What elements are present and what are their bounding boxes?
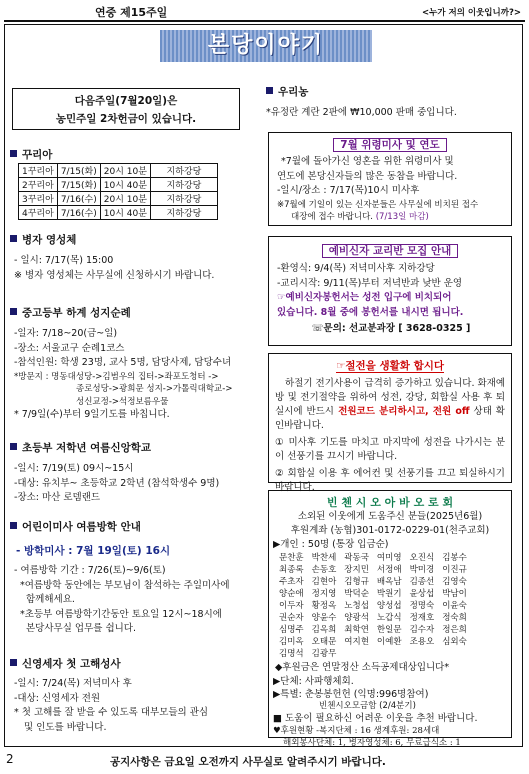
table-cell: 지하강당 [150, 206, 217, 220]
table-cell: 7/16(수) [57, 206, 100, 220]
catechumen-line: -교리시작: 9/11(목)부터 저녁반과 낮반 운영 [277, 277, 463, 289]
table-cell: 3꾸리아 [19, 192, 58, 206]
elem-heading [10, 440, 151, 455]
table-cell: 20시 10분 [100, 164, 150, 178]
kids-line: 본당사무실 업무를 쉽니다. [26, 623, 137, 634]
memorial-body [269, 152, 511, 223]
donor-name: 김종선 [409, 577, 435, 587]
bullet-icon [10, 659, 17, 666]
table-cell: 지하강당 [150, 178, 217, 192]
bullet-icon [10, 150, 17, 157]
table-cell: 1꾸리아 [19, 164, 58, 178]
memorial-note-2 [277, 211, 505, 223]
table-cell: 지하강당 [150, 164, 217, 178]
donor-name: 이윤숙 [442, 601, 467, 611]
pilgrimage-line: -일자: 7/18~20(금~일) [14, 328, 118, 339]
donor-name: 문찬훈 [279, 553, 304, 563]
donor-name: 여미영 [376, 553, 402, 563]
donor-row [275, 551, 471, 563]
pilgrimage-route: 종로성당->광희문 성지->가톨릭대학교-> [76, 384, 233, 394]
kkuri-table [18, 163, 218, 220]
newbap-heading-label: 신영세자 첫 고해성사 [22, 658, 121, 670]
sick-line: ※ 병자 영성체는 사무실에 신청하시기 바랍니다. [14, 269, 215, 281]
vincent-special-2: 빈첸시오모금함 (2/4분기) [319, 701, 416, 711]
memorial-box [268, 132, 512, 226]
elem-body [14, 462, 219, 506]
donor-name: 정숙희 [442, 613, 467, 623]
donor-name: 양성섭 [376, 601, 402, 611]
table-cell: 4꾸리아 [19, 206, 58, 220]
donor-name: 장지민 [344, 565, 369, 575]
donor-name: 박원기 [376, 589, 402, 599]
donor-name: 최종록 [279, 565, 304, 575]
table-cell: 7/16(수) [57, 192, 100, 206]
donor-name [373, 647, 406, 659]
vincent-help: ■ 도움이 필요하신 어려운 이웃을 추천 바랍니다. [273, 713, 478, 724]
power-heading: ☞절전을 생활화 합시다 [335, 360, 444, 372]
sick-body [14, 254, 214, 283]
donor-name: 한일문 [376, 625, 402, 635]
donor-name: 이예환 [376, 637, 402, 647]
donor-row [275, 635, 471, 647]
table-cell: 10시 40분 [100, 206, 150, 220]
kids-heading-label: 어린이미사 여름방학 안내 [22, 521, 141, 533]
sick-heading-label: 병자 영성체 [22, 234, 77, 246]
catechumen-heading: 예비신자 교리반 모집 안내 [322, 244, 459, 258]
power-para-1 [275, 377, 505, 433]
memorial-line: -일시/장소 : 7/17(목)10시 미사후 [277, 185, 420, 196]
urinong-heading-label: 우리농 [278, 86, 309, 98]
donor-name: 오태문 [311, 637, 337, 647]
newbap-line: * 첫 고해를 잘 받을 수 있도록 대부모들의 관심 [14, 707, 209, 718]
donor-name: 박덕순 [344, 589, 369, 599]
notice-line-2: 농민주일 2차헌금이 있습니다. [55, 113, 197, 125]
catechumen-box [268, 236, 512, 346]
donor-name [340, 647, 373, 659]
kids-vacation-mass: - 방학미사 : 7월 19일(토) 16시 [16, 545, 171, 557]
newbap-line: 및 인도를 바랍니다. [24, 721, 107, 733]
vincent-special: ▶특별: 춘봉봉헌헌 (익명:996명참여) [273, 689, 429, 700]
table-cell: 20시 10분 [100, 192, 150, 206]
urinong-heading [266, 84, 308, 99]
newbap-body [14, 677, 208, 735]
power-text: 상태 확인바랍니다. [275, 406, 505, 431]
newbap-line: -대상: 신영세자 전원 [14, 692, 101, 704]
donor-name: 최학연 [344, 625, 369, 635]
bulletin-week-title: 연중 제15주일 [95, 6, 168, 19]
donor-name: 김수자 [409, 625, 435, 635]
vincent-sub: 소외된 이웃에게 도움주신 분들(2025년6월) [297, 511, 483, 522]
donor-name: 정은희 [442, 625, 467, 635]
donor-row [275, 563, 471, 575]
donor-name: 주초자 [279, 577, 304, 587]
bulletin-theme: <누가 저의 이웃입니까?> [422, 8, 521, 18]
page-title: 본당이야기 [160, 30, 372, 62]
donor-name: 정명숙 [409, 601, 435, 611]
donor-name [406, 647, 439, 659]
donor-name: 김영숙 [442, 577, 467, 587]
memorial-heading-wrap [269, 137, 511, 152]
vincent-account: 후원계좌 (농협)301-0172-0229-01(천주교회) [290, 525, 490, 536]
footer-notice: 공지사항은 금요일 오전까지 사무실로 알려주시기 바랍니다. [110, 756, 386, 768]
donor-name: 서정애 [376, 565, 402, 575]
power-red-text: 전원코드 분리하시고, 전원 off [333, 406, 470, 417]
bullet-icon [10, 522, 17, 529]
donor-name: 손동호 [311, 565, 337, 575]
donor-name: 박미경 [409, 565, 435, 575]
memorial-heading: 7월 위령미사 및 연도 [333, 138, 446, 152]
elem-heading-label: 초등부 저학년 여름신앙학교 [22, 442, 152, 454]
table-cell: 2꾸리아 [19, 178, 58, 192]
donor-name: 양광석 [344, 613, 369, 623]
bullet-icon [10, 443, 17, 450]
power-text: 하절기 전기사용이 급격히 증가하고 있습니다. 화재예방 및 전기절약을 위하여 성전, 강당, 회합실 사용 후 퇴실시에 반드시 [275, 378, 506, 417]
pilgrimage-line: -장소: 서울교구 순례1코스 [14, 342, 125, 354]
donor-name: 정재호 [409, 613, 435, 623]
page-number: 2 [6, 752, 14, 766]
vincent-stat: 해외봉사단체: 1, 병자영성체: 6, 무료급식소 : 1 [283, 738, 461, 748]
vincent-stat: ♥후원현황 -복지단체 : 16 생계후원: 28세대 [273, 726, 440, 736]
donor-name: 김옥희 [311, 625, 337, 635]
elem-line: -일시: 7/19(토) 09시~15시 [14, 463, 134, 474]
donor-name: 김형규 [344, 577, 369, 587]
kids-line: - 여름방학 기간 : 7/26(토)~9/6(토) [14, 565, 166, 576]
donor-name: 김현아 [311, 577, 337, 587]
donor-row [275, 575, 471, 587]
donor-name: 김명석 [279, 649, 304, 659]
kids-heading [10, 519, 141, 534]
pilgrimage-route: *방문지 : 명동대성당->김범우의 집터->좌포도청터 -> [14, 371, 219, 382]
bullet-icon [10, 235, 17, 242]
pilgrimage-heading-label: 중고등부 하계 성지순례 [22, 307, 131, 319]
donor-name: 이진규 [442, 565, 467, 575]
donor-name: 노청섭 [344, 601, 369, 611]
offering-notice-box [12, 88, 240, 130]
donor-name: 김봉수 [442, 553, 467, 563]
memorial-deadline: (7/13일 마감) [375, 211, 429, 222]
vincent-heading: 빈 첸 시 오 아 바 오 로 회 [326, 496, 454, 509]
memorial-note-text: 대장에 접수 바랍니다. [291, 211, 376, 222]
pilgrimage-route: 성신교정->석정보름우물 [76, 396, 169, 407]
newbap-heading [10, 656, 121, 671]
donor-name: 심외숙 [442, 637, 467, 647]
table-cell: 지하강당 [150, 192, 217, 206]
donor-name: 김미옥 [279, 637, 304, 647]
donor-name: 황정옥 [311, 601, 337, 611]
urinong-text: *유정란 계란 2판에 ₩10,000 판매 중입니다. [266, 107, 457, 118]
memorial-line: 연도에 본당신자들의 많은 동참을 바랍니다. [277, 170, 458, 182]
table-cell: 10시 40분 [100, 178, 150, 192]
donor-name: 윤상섭 [409, 589, 435, 599]
sick-heading [10, 232, 76, 247]
power-heading-wrap [269, 358, 511, 373]
catechumen-notice: ☞예비신자봉헌서는 성전 입구에 비치되어 [277, 292, 452, 303]
pilgrimage-heading [10, 305, 131, 320]
power-para-3: ② 회합실 이용 후 에어컨 및 선풍기를 끄고 퇴실하시기 바랍니다. [275, 468, 505, 493]
power-para-2: ① 미사후 기도를 마치고 마지막에 성전을 나가시는 분이 선풍기를 끄시기 바랍니다. [275, 437, 505, 462]
memorial-line: *7월에 돌아가신 영혼을 위한 위령미사 및 [281, 156, 454, 167]
pilgrimage-line: * 7/9일(수)부터 9일기도를 바칩니다. [14, 409, 170, 420]
kids-body [14, 564, 254, 637]
table-row [19, 192, 218, 206]
sick-line: - 일시: 7/17(목) 15:00 [14, 255, 114, 266]
donor-name: 박남이 [442, 589, 467, 599]
power-saving-box [268, 353, 512, 493]
donor-name: 양윤수 [311, 613, 337, 623]
donor-row [275, 647, 471, 659]
donor-row [275, 599, 471, 611]
donor-name: 여지현 [344, 637, 369, 647]
vincent-box [268, 490, 512, 748]
catechumen-contact: ☏문의: 선교분과장 [ 3628-0325 ] [311, 323, 471, 334]
catechumen-line: -환영식: 9/4(목) 저녁미사후 지하강당 [277, 263, 435, 274]
kids-line: 함께해세요. [26, 594, 75, 605]
donor-row [275, 611, 471, 623]
donor-name: 심명주 [279, 625, 304, 635]
catechumen-notice: 있습니다. 8월 중에 봉헌서를 내시면 됩니다. [277, 306, 464, 318]
vincent-group: ▶단체: 사파행체회. [273, 676, 354, 687]
vincent-tax: ◆후원금은 연말정산 소득공제대상입니다* [275, 662, 450, 673]
kids-line: *초등부 여름방학기간동안 토요일 12시~18시에 [20, 608, 222, 620]
donor-name: 김광무 [311, 649, 337, 659]
table-row [19, 164, 218, 178]
catechumen-body [269, 258, 511, 337]
kkuri-heading-label: 꾸리아 [22, 149, 53, 161]
catechumen-heading-wrap [269, 243, 511, 258]
donor-name: 오진식 [409, 553, 435, 563]
vincent-regular-count: ▶개인 : 50명 (통장 입금순) [273, 539, 389, 550]
donor-name: 조용오 [409, 637, 435, 647]
donor-name: 정지영 [311, 589, 337, 599]
bullet-icon [10, 308, 17, 315]
table-row [19, 206, 218, 220]
table-cell: 7/15(화) [57, 178, 100, 192]
newbap-line: -일시: 7/24(목) 저녁미사 후 [14, 678, 132, 689]
table-row [19, 178, 218, 192]
kids-line: *여름방학 동안에는 부모님이 참석하는 주일미사에 [20, 579, 230, 591]
kkuri-heading [10, 147, 52, 162]
pilgrimage-body [14, 327, 232, 423]
donor-name: 박찬세 [311, 553, 337, 563]
table-cell: 7/15(화) [57, 164, 100, 178]
donor-name [438, 647, 471, 659]
memorial-note: ※7월에 기일이 있는 신자분들은 사무실에 비치된 접수 [277, 199, 479, 210]
bullet-icon [266, 87, 273, 94]
donor-name: 배옥남 [376, 577, 402, 587]
donor-name: 이두자 [279, 601, 304, 611]
header-divider [4, 20, 525, 22]
elem-line: -장소: 마산 로뎀랜드 [14, 492, 101, 503]
donor-name: 권순자 [279, 613, 304, 623]
vincent-donor-table [275, 551, 471, 659]
donor-name: 노갑식 [376, 613, 402, 623]
pilgrimage-line: -참석인원: 학생 23명, 교사 5명, 담당사제, 담당수녀 [14, 357, 232, 368]
donor-name: 양순애 [279, 589, 304, 599]
donor-row [275, 623, 471, 635]
power-body [269, 373, 511, 495]
elem-line: -대상: 유치부~ 초등학교 2학년 (참석학생수 9명) [14, 477, 220, 489]
donor-name: 곽동국 [344, 553, 369, 563]
notice-line-1: 다음주일(7월20일)은 [74, 95, 178, 107]
donor-row [275, 587, 471, 599]
